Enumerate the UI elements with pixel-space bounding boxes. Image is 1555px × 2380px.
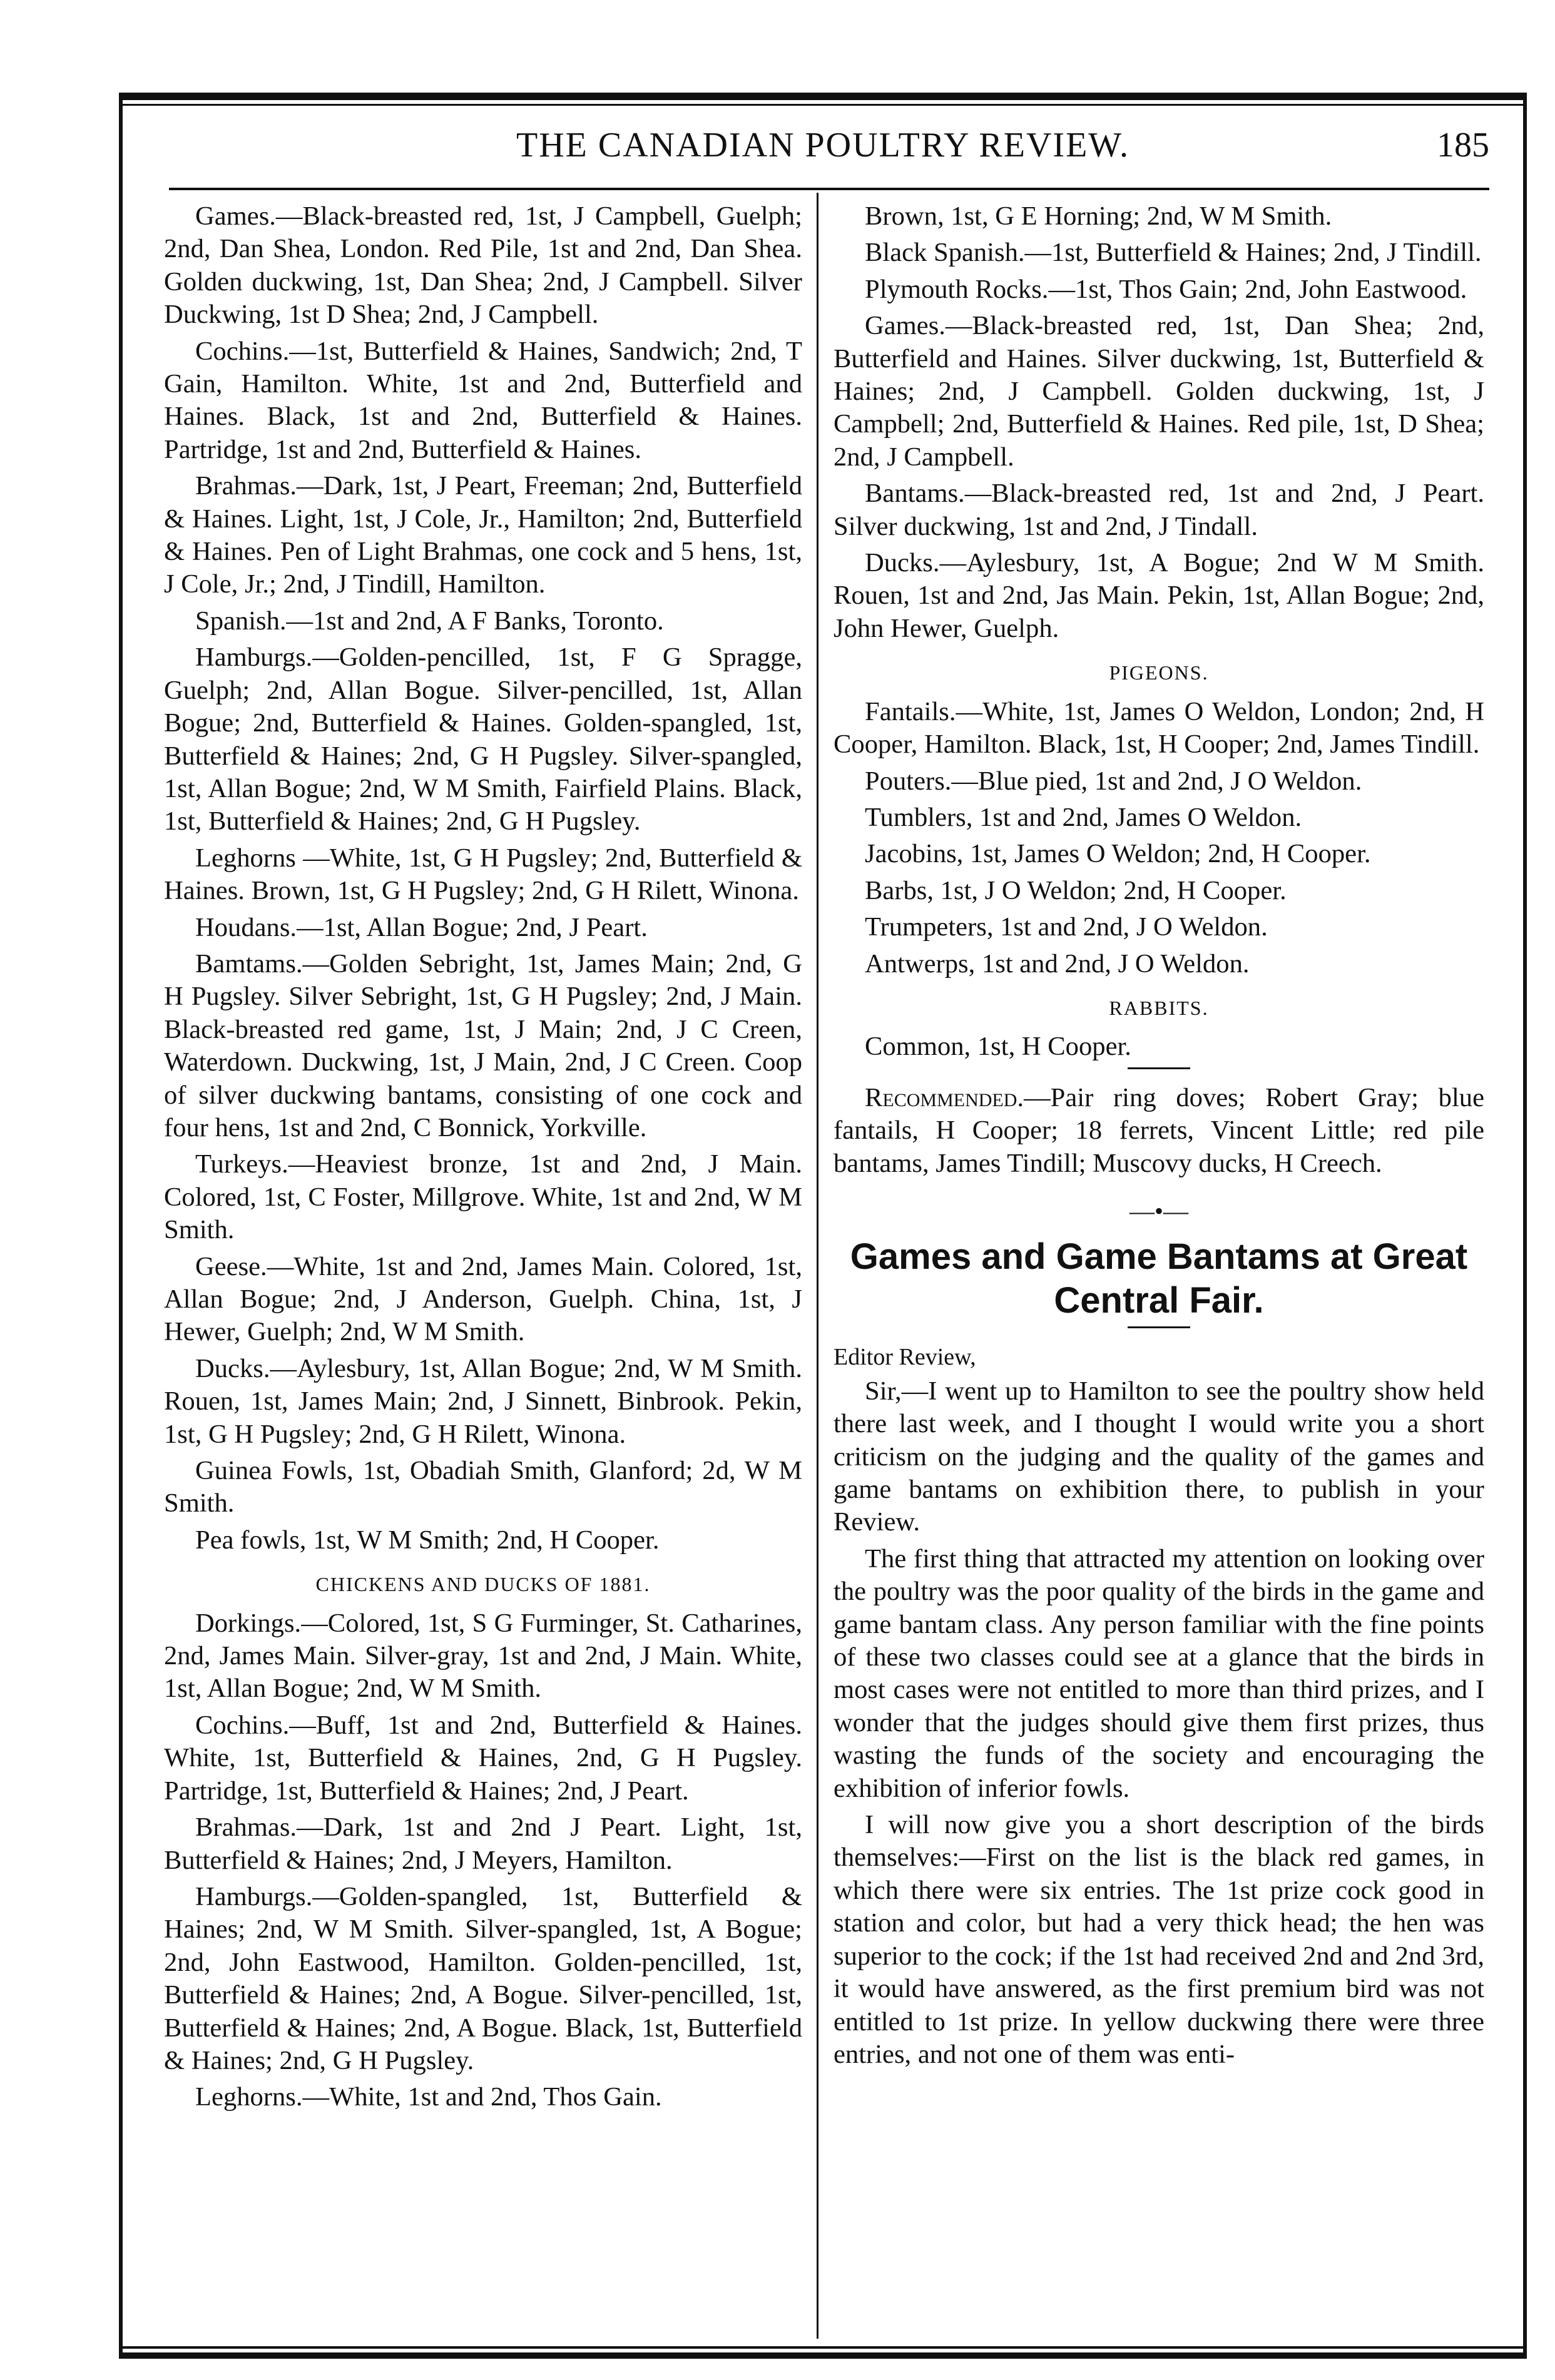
prize-list-entry: Black Spanish.—1st, Butterfield & Haines; 2nd, J Tindill. bbox=[865, 238, 1482, 268]
prize-list-entry: Games.—Black-breasted red, 1st, J Campbell, Guelph; 2nd, Dan Shea, London. Red Pile, 1st and 2nd, Dan Shea. Golden duckwing, 1st, Dan Shea; 2nd, J Campbell. Silver Duckwing, 1st D Shea; 2nd, J Campbell. bbox=[164, 201, 802, 330]
recommended-entry bbox=[834, 1082, 1484, 1180]
page-title: THE CANADIAN POULTRY REVIEW. bbox=[516, 126, 1129, 165]
prize-list-entry: Tumblers, 1st and 2nd, James O Weldon. bbox=[865, 802, 1302, 832]
prize-list-entry: Cochins.—1st, Butterfield & Haines, Sandwich; 2nd, T Gain, Hamilton. White, 1st and 2nd, Butterfield and Haines. Black, 1st and 2nd, Butterfield & Haines. Partridge, 1st and 2nd, Butterfield & Haines. bbox=[164, 336, 802, 464]
page-number: 185 bbox=[1437, 126, 1489, 165]
prize-list-entry: Plymouth Rocks.—1st, Thos Gain; 2nd, John Eastwood. bbox=[865, 274, 1467, 304]
section-subhead-chickens: CHICKENS AND DUCKS OF 1881. bbox=[315, 1573, 651, 1596]
article-paragraph: The first thing that attracted my attention on looking over the poultry was the poor quality of the birds in the game and game bantam class. Any person familiar with the fine points of these two classes could see at a glance that the birds in most cases were not entitled to more than third prizes, and I wonder that the judges should give them first prizes, thus wasting the funds of the society and encouraging the exhibition of inferior fowls. bbox=[834, 1543, 1484, 1803]
section-ornament: —•— bbox=[1129, 1196, 1188, 1225]
prize-list-entry: Barbs, 1st, J O Weldon; 2nd, H Cooper. bbox=[865, 875, 1287, 905]
prize-list-entry: Dorkings.—Colored, 1st, S G Furminger, St. Catharines, 2nd, James Main. Silver-gray, 1st and 2nd, J Main. White, 1st, Allan Bogue; 2nd, W M Smith. bbox=[164, 1608, 802, 1704]
prize-list-entry: Hamburgs.—Golden-spangled, 1st, Butterfield & Haines; 2nd, W M Smith. Silver-spangled, 1st, A Bogue; 2nd, John Eastwood, Hamilton. Golden-pencilled, 1st, Butterfield & Haines; 2nd, A Bogue. Silver-pencilled, 1st, Butterfield & Haines; 2nd, A Bogue. Black, 1st, Butterfield & Haines; 2nd, G H Pugsley. bbox=[164, 1881, 802, 2075]
bottom-rule bbox=[119, 2346, 1527, 2349]
prize-list-entry: Turkeys.—Heaviest bronze, 1st and 2nd, J Main. Colored, 1st, C Foster, Millgrove. White, 1st and 2nd, W M Smith. bbox=[164, 1149, 802, 1245]
recommended-label: Recommended. bbox=[865, 1082, 1024, 1112]
prize-list-entry: Common, 1st, H Cooper. bbox=[865, 1032, 1131, 1062]
top-rule bbox=[119, 93, 1527, 100]
prize-list-entry: Spanish.—1st and 2nd, A F Banks, Toronto. bbox=[195, 606, 664, 636]
article-salutation: Editor Review, bbox=[834, 1344, 976, 1371]
left-column bbox=[164, 200, 802, 2118]
prize-list-entry: Pea fowls, 1st, W M Smith; 2nd, H Cooper. bbox=[195, 1525, 660, 1555]
prize-list-entry: Trumpeters, 1st and 2nd, J O Weldon. bbox=[865, 912, 1268, 942]
prize-list-entry: Brahmas.—Dark, 1st, J Peart, Freeman; 2nd, Butterfield & Haines. Light, 1st, J Cole, Jr., Hamilton; 2nd, Butterfield & Haines. Pen of Light Brahmas, one cock and 5 hens, 1st, J Cole, Jr.; 2nd, J Tindill, Hamilton. bbox=[164, 471, 802, 599]
prize-list-entry: Leghorns —White, 1st, G H Pugsley; 2nd, Butterfield & Haines. Brown, 1st, G H Pugsley; 2nd, G H Rilett, Winona. bbox=[164, 843, 802, 906]
prize-list-entry: Bamtams.—Golden Sebright, 1st, James Main; 2nd, G H Pugsley. Silver Sebright, 1st, G H Pugsley; 2nd, J Main. Black-breasted red game, 1st, J Main; 2nd, J C Creen, Waterdown. Duckwing, 1st, J Main, 2nd, J C Creen. Coop of silver duckwing bantams, consisting of one cock and four hens, 1st and 2nd, C Bonnick, Yorkville. bbox=[164, 948, 802, 1142]
header-rule bbox=[169, 188, 1489, 190]
prize-list-entry: Brahmas.—Dark, 1st and 2nd J Peart. Light, 1st, Butterfield & Haines; 2nd, J Meyers, Hamilton. bbox=[164, 1813, 802, 1875]
short-rule bbox=[1128, 1067, 1190, 1069]
prize-list-entry: Ducks.—Aylesbury, 1st, Allan Bogue; 2nd, W M Smith. Rouen, 1st, James Main; 2nd, J Sinnett, Binbrook. Pekin, 1st, G H Pugsley; 2nd, G H Rilett, Winona. bbox=[164, 1353, 802, 1449]
recommended-text: —Pair ring doves; Robert Gray; blue fantails, H Cooper; 18 ferrets, Vincent Little; red pile bantams, James Tindill; Muscovy ducks, H Creech. bbox=[834, 1082, 1484, 1178]
prize-list-entry: Games.—Black-breasted red, 1st, Dan Shea; 2nd, Butterfield and Haines. Silver duckwing, 1st, Butterfield & Haines; 2nd, J Campbell. Golden duckwing, 1st, J Campbell; 2nd, Butterfield & Haines. Red pile, 1st, D Shea; 2nd, J Campbell. bbox=[834, 311, 1484, 472]
bottom-rule-thick bbox=[119, 2352, 1527, 2359]
section-subhead-pigeons: PIGEONS. bbox=[1109, 661, 1209, 684]
column-divider bbox=[817, 193, 818, 2339]
prize-list-entry: Houdans.—1st, Allan Bogue; 2nd, J Peart. bbox=[195, 912, 648, 942]
section-subhead-rabbits: RABBITS. bbox=[1109, 996, 1209, 1019]
prize-list-entry: Jacobins, 1st, James O Weldon; 2nd, H Cooper. bbox=[865, 839, 1371, 869]
article-paragraph: I will now give you a short description of the birds themselves:—First on the list is the black red games, in which there were six entries. The 1st prize cock good in station and color, but had a very thick head; the hen was superior to the cock; if the 1st had received 2nd and 2nd 3rd, it would have answered, as the first premium bird was not entitled to 1st prize. In yellow duckwing there were three entries, and not one of them was enti- bbox=[834, 1810, 1484, 2069]
page-header bbox=[119, 125, 1527, 175]
prize-list-entry: Hamburgs.—Golden-pencilled, 1st, F G Spragge, Guelph; 2nd, Allan Bogue. Silver-pencilled, 1st, Allan Bogue; 2nd, Butterfield & Haines. Golden-spangled, 1st, Butterfield & Haines; 2nd, G H Pugsley. Silver-spangled, 1st, Allan Bogue; 2nd, W M Smith, Fairfield Plains. Black, 1st, Butterfield & Haines; 2nd, G H Pugsley. bbox=[164, 643, 802, 837]
prize-list-entry: Bantams.—Black-breasted red, 1st and 2nd, J Peart. Silver duckwing, 1st and 2nd, J Tindall. bbox=[834, 479, 1484, 541]
prize-list-entry: Leghorns.—White, 1st and 2nd, Thos Gain. bbox=[195, 2082, 662, 2112]
title-rule bbox=[1128, 1326, 1190, 1328]
prize-list-entry: Pouters.—Blue pied, 1st and 2nd, J O Weldon. bbox=[865, 766, 1362, 796]
top-rule-thin bbox=[119, 104, 1527, 106]
prize-list-entry: Guinea Fowls, 1st, Obadiah Smith, Glanford; 2d, W M Smith. bbox=[164, 1456, 802, 1518]
right-column bbox=[834, 200, 1484, 2075]
prize-list-entry: Brown, 1st, G E Horning; 2nd, W M Smith. bbox=[865, 201, 1332, 231]
prize-list-entry: Antwerps, 1st and 2nd, J O Weldon. bbox=[865, 948, 1250, 979]
prize-list-entry: Fantails.—White, 1st, James O Weldon, London; 2nd, H Cooper, Hamilton. Black, 1st, H Cooper; 2nd, James Tindill. bbox=[834, 696, 1484, 760]
article-title: Games and Game Bantams at Great Central Fair. bbox=[850, 1236, 1468, 1321]
prize-list-entry: Geese.—White, 1st and 2nd, James Main. Colored, 1st, Allan Bogue; 2nd, J Anderson, Guelph. China, 1st, J Hewer, Guelph; 2nd, W M Smith. bbox=[164, 1251, 802, 1347]
prize-list-entry: Ducks.—Aylesbury, 1st, A Bogue; 2nd W M Smith. Rouen, 1st and 2nd, Jas Main. Pekin, 1st, Allan Bogue; 2nd, John Hewer, Guelph. bbox=[834, 548, 1484, 643]
article-paragraph: Sir,—I went up to Hamilton to see the poultry show held there last week, and I thought I would write you a short criticism on the judging and the quality of the games and game bantams on exhibition there, to publish in your Review. bbox=[834, 1376, 1484, 1537]
page-border-right bbox=[1523, 93, 1527, 2359]
prize-list-entry: Cochins.—Buff, 1st and 2nd, Butterfield & Haines. White, 1st, Butterfield & Haines, 2nd, G H Pugsley. Partridge, 1st, Butterfield & Haines; 2nd, J Peart. bbox=[164, 1710, 802, 1806]
page-border-left bbox=[119, 93, 123, 2359]
